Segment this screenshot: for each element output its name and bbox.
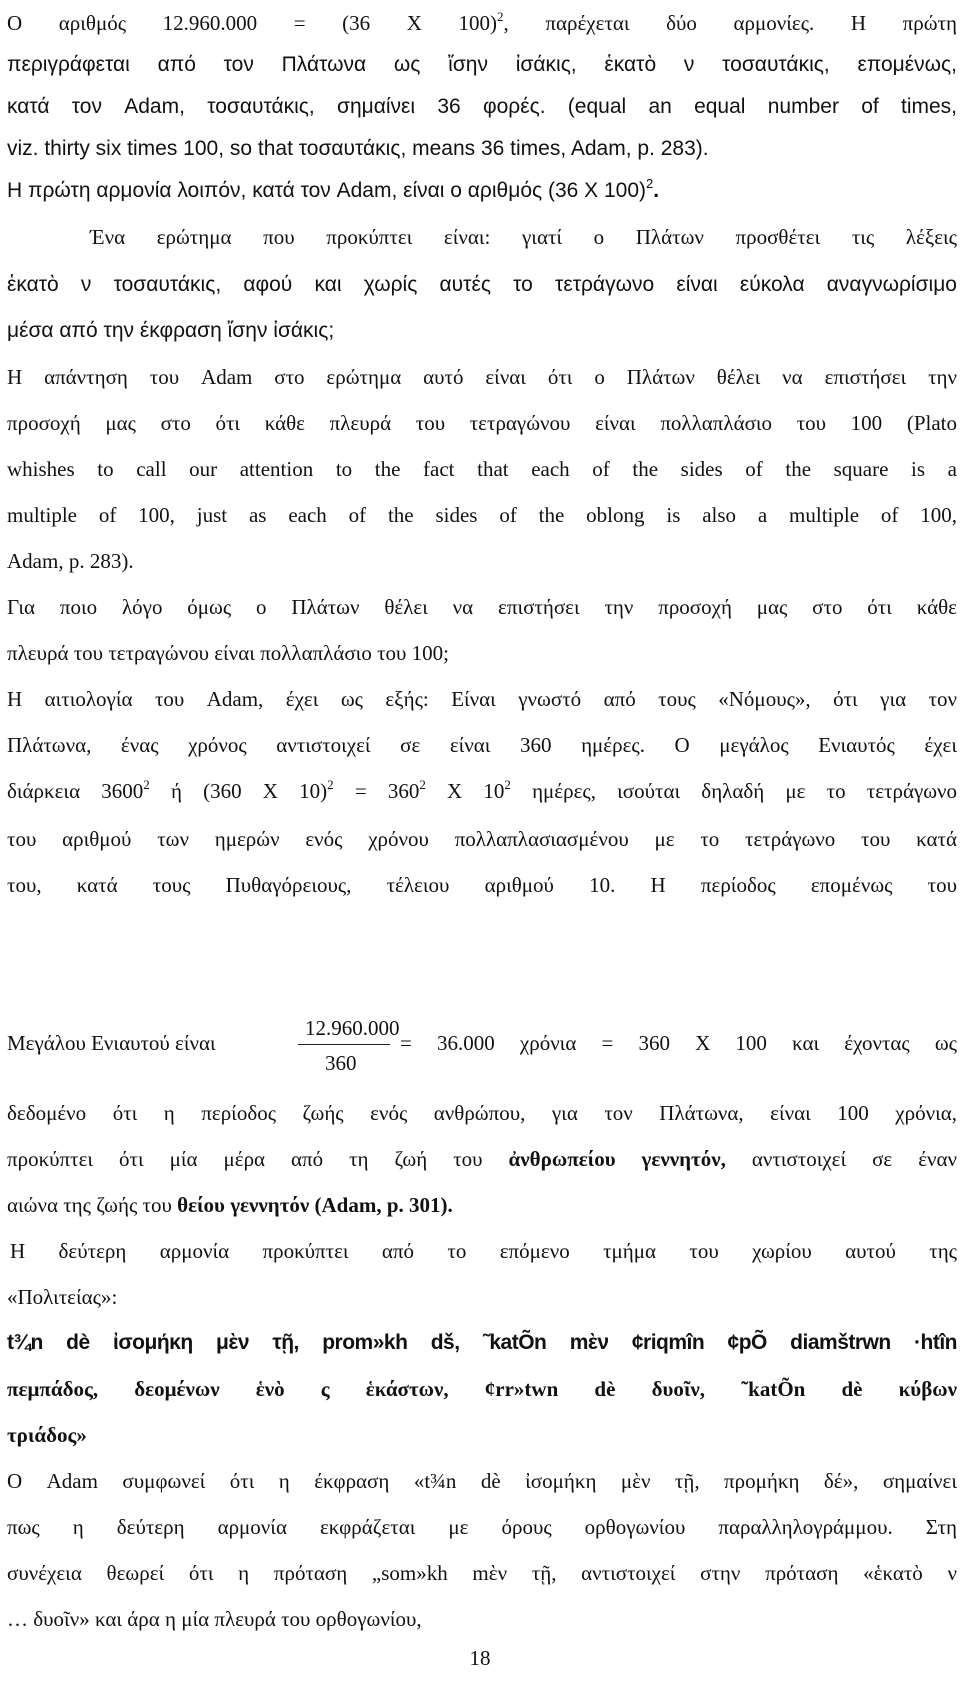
fraction-numerator: 12.960.000 bbox=[305, 1016, 400, 1040]
text-line: Για ποιο λόγο όμως ο Πλάτων θέλει να επιστήσει την προσοχή μας στο ότι κάθε bbox=[7, 595, 957, 619]
text-line: προκύπτει ότι μία μέρα από τη ζωή του ἀνθρωπείου γεννητόν, αντιστοιχεί σε έναν bbox=[7, 1147, 958, 1171]
text-line: αιώνα της ζωής του θείου γεννητόν (Adam, p. 301). bbox=[7, 1193, 453, 1217]
text-line: δεδομένο ότι η περίοδος ζωής ενός ανθρώπου, για τον Πλάτωνα, είναι 100 χρόνια, bbox=[7, 1101, 957, 1125]
page-number: 18 bbox=[469, 1646, 491, 1670]
fraction-denominator: 360 bbox=[325, 1051, 357, 1075]
text-line: κατά τον Adam, τοσαυτάκις, σημαίνει 36 φορές. (equal an equal number of times, bbox=[7, 95, 957, 118]
text-line: πλευρά του τετραγώνου είναι πολλαπλάσιο του 100; bbox=[7, 641, 450, 665]
greek-quote-line: πεμπάδος, δεομένων ἑνὸ ς ἑκάστων, ¢rr»twn dè δυοῖν, ˜katÕn dè κύβων bbox=[7, 1377, 957, 1401]
text-line: περιγράφεται από τον Πλάτωνα ως ἴσην ἰσάκις, ἑκατὸ ν τοσαυτάκις, επομένως, bbox=[7, 53, 957, 76]
greek-quote-line: t¾n dè ἰσομήκη μὲν τῇ, prom»kh dš, ˜katÕn mὲν ¢riqmîn ¢pÕ diamštrwn ·htîn bbox=[7, 1331, 957, 1354]
text-line: viz. thirty six times 100, so that τοσαυτάκις, means 36 times, Adam, p. 283). bbox=[7, 137, 709, 160]
text-line: Ένα ερώτημα που προκύπτει είναι: γιατί ο Πλάτων προσθέτει τις λέξεις bbox=[90, 225, 957, 249]
text-line: = 36.000 χρόνια = 360 Χ 100 και έχοντας ως bbox=[400, 1031, 957, 1055]
text-line: Η δεύτερη αρμονία προκύπτει από το επόμενο τμήμα του χωρίου αυτού της bbox=[10, 1239, 957, 1263]
fraction-bar bbox=[298, 1044, 390, 1045]
text-line: Πλάτωνα, ένας χρόνος αντιστοιχεί σε είναι 360 ημέρες. Ο μεγάλος Ενιαυτός έχει bbox=[7, 733, 957, 757]
text-line: του, κατά τους Πυθαγόρειους, τέλειου αριθμού 10. Η περίοδος επομένως του bbox=[7, 873, 957, 897]
text-line: μέσα από την έκφραση ἴσην ἰσάκις; bbox=[7, 319, 335, 342]
text-line: «Πολιτείας»: bbox=[7, 1285, 118, 1309]
text-line: Η απάντηση του Adam στο ερώτημα αυτό είναι ότι ο Πλάτων θέλει να επιστήσει την bbox=[7, 365, 957, 389]
text-line: Adam, p. 283). bbox=[7, 549, 134, 573]
text-line: Μεγάλου Ενιαυτού είναι bbox=[7, 1031, 216, 1055]
text-line: … δυοῖν» και άρα η μία πλευρά του ορθογωνίου, bbox=[7, 1607, 422, 1631]
greek-quote-line: τριάδος» bbox=[7, 1423, 87, 1447]
text-line: Η αιτιολογία του Adam, έχει ως εξής: Είναι γνωστό από τους «Νόμους», ότι για τον bbox=[7, 687, 957, 711]
text-line: συνέχεια θεωρεί ότι η πρόταση „som»kh mὲν τῇ, αντιστοιχεί στην πρόταση «ἑκατὸ ν bbox=[7, 1561, 957, 1585]
text-line: διάρκεια 3600$^2$ ή (360 Χ $10)^2 = 360^2$ Χ $10^2$ ημέρες, ισούται δηλαδή με το τετράγωνο bbox=[7, 777, 958, 803]
text-line: Ο αριθμός 12.960.000 = (36 Χ 100)$^2$, παρέχεται δύο αρμονίες. Η πρώτη bbox=[7, 9, 957, 35]
text-line: whishes to call our attention to the fact that each of the sides of the square is a bbox=[7, 457, 957, 481]
text-line: Ο Adam συμφωνεί ότι η έκφραση «t¾n dè ἰσομήκη μὲν τῇ, προμήκη δέ», σημαίνει bbox=[7, 1469, 957, 1493]
text-line: προσοχή μας στο ότι κάθε πλευρά του τετραγώνου είναι πολλαπλάσιο του 100 (Plato bbox=[7, 411, 957, 435]
text-line: Η πρώτη αρμονία λοιπόν, κατά τον Adam, είναι ο αριθμός (36 Χ 100)$^2$. bbox=[7, 176, 660, 202]
text-line: του αριθμού των ημερών ενός χρόνου πολλαπλασιασμένου με το τετράγωνο του κατά bbox=[7, 827, 957, 851]
text-line: multiple of 100, just as each of the sides of the oblong is also a multiple of 100, bbox=[7, 503, 957, 527]
text-line: πως η δεύτερη αρμονία εκφράζεται με όρους ορθογωνίου παραλληλογράμμου. Στη bbox=[7, 1515, 957, 1539]
text-line: ἑκατὸ ν τοσαυτάκις, αφού και χωρίς αυτές το τετράγωνο είναι εύκολα αναγνωρίσιμο bbox=[7, 273, 957, 296]
